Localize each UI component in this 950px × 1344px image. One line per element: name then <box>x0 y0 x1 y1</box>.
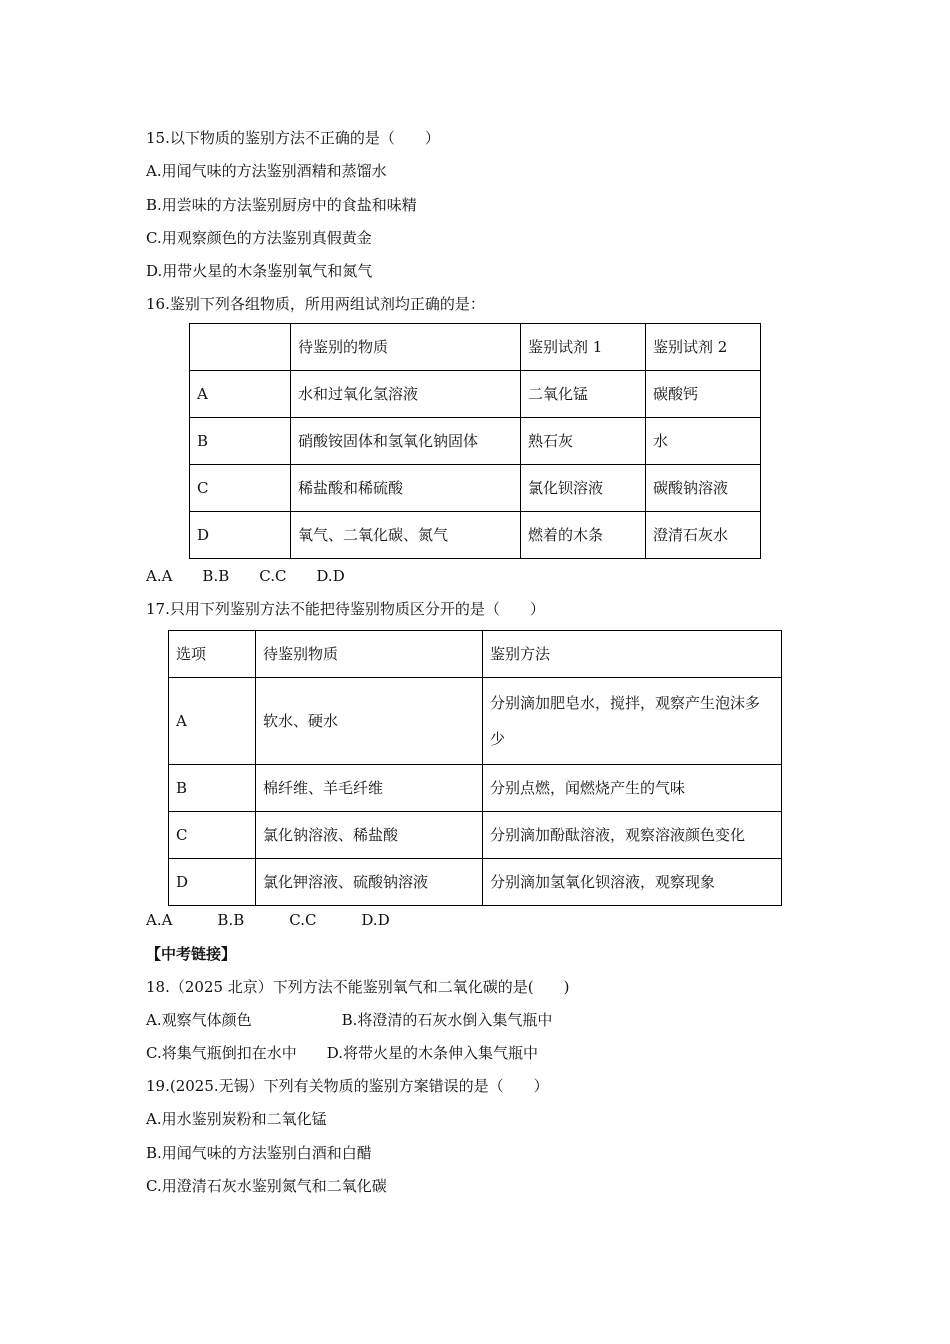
table-cell: 分别点燃，闻燃烧产生的气味 <box>483 765 782 812</box>
q17-table <box>168 630 782 906</box>
table-row <box>190 465 761 512</box>
table-row <box>190 512 761 559</box>
table-cell: 硝酸铵固体和氢氧化钠固体 <box>291 418 521 465</box>
table-cell: D <box>169 859 256 906</box>
section-heading: 【中考链接】 <box>146 945 237 963</box>
table-cell: B <box>169 765 256 812</box>
table-cell: 碳酸钙 <box>646 371 761 418</box>
table-cell: D <box>190 512 291 559</box>
q19-option-c: C.用澄清石灰水鉴别氮气和二氧化碳 <box>146 1177 387 1195</box>
q15-option-b: B.用尝味的方法鉴别厨房中的食盐和味精 <box>146 196 417 214</box>
table-header-cell <box>190 324 291 371</box>
table-header-cell: 待鉴别的物质 <box>291 324 521 371</box>
q15-option-d: D.用带火星的木条鉴别氧气和氮气 <box>146 262 373 280</box>
table-cell: A <box>190 371 291 418</box>
table-header-row <box>169 631 782 678</box>
q16-answer-options: A.A B.B C.C D.D <box>146 567 345 585</box>
table-row <box>190 418 761 465</box>
table-cell: 稀盐酸和稀硫酸 <box>291 465 521 512</box>
table-header-cell: 选项 <box>169 631 256 678</box>
table-cell: 分别滴加氢氧化钡溶液，观察现象 <box>483 859 782 906</box>
table-cell: 氧气、二氧化碳、氮气 <box>291 512 521 559</box>
table-cell: C <box>190 465 291 512</box>
q18-options-line-2: C.将集气瓶倒扣在水中 D.将带火星的木条伸入集气瓶中 <box>146 1044 538 1062</box>
table-cell: A <box>169 678 256 765</box>
table-header-cell: 鉴别试剂 2 <box>646 324 761 371</box>
q16-stem: 16.鉴别下列各组物质，所用两组试剂均正确的是： <box>146 295 485 313</box>
table-header-row <box>190 324 761 371</box>
table-cell: 熟石灰 <box>521 418 646 465</box>
table-cell: 软水、硬水 <box>256 678 483 765</box>
q19-option-b: B.用闻气味的方法鉴别白酒和白醋 <box>146 1144 372 1162</box>
table-row <box>169 678 782 765</box>
table-cell: C <box>169 812 256 859</box>
q15-option-a: A.用闻气味的方法鉴别酒精和蒸馏水 <box>146 162 387 180</box>
table-cell: 水和过氧化氢溶液 <box>291 371 521 418</box>
q19-stem: 19.(2025.无锡）下列有关物质的鉴别方案错误的是（ ） <box>146 1077 549 1095</box>
table-header-cell: 鉴别试剂 1 <box>521 324 646 371</box>
table-cell: 燃着的木条 <box>521 512 646 559</box>
table-cell: 水 <box>646 418 761 465</box>
table-cell: 分别滴加肥皂水，搅拌，观察产生泡沫多少 <box>483 678 782 765</box>
table-header-cell: 待鉴别物质 <box>256 631 483 678</box>
table-header-cell: 鉴别方法 <box>483 631 782 678</box>
table-cell: 氯化钡溶液 <box>521 465 646 512</box>
table-row <box>169 812 782 859</box>
q18-stem: 18.（2025 北京）下列方法不能鉴别氧气和二氧化碳的是( ) <box>146 978 570 996</box>
q15-option-c: C.用观察颜色的方法鉴别真假黄金 <box>146 229 372 247</box>
table-cell: B <box>190 418 291 465</box>
table-row <box>190 371 761 418</box>
q15-stem: 15.以下物质的鉴别方法不正确的是（ ） <box>146 129 440 147</box>
q19-option-a: A.用水鉴别炭粉和二氧化锰 <box>146 1110 327 1128</box>
table-cell: 碳酸钠溶液 <box>646 465 761 512</box>
table-cell: 澄清石灰水 <box>646 512 761 559</box>
table-cell: 氯化钾溶液、硫酸钠溶液 <box>256 859 483 906</box>
table-cell: 棉纤维、羊毛纤维 <box>256 765 483 812</box>
q16-table <box>189 323 761 559</box>
q17-answer-options: A.A B.B C.C D.D <box>146 911 390 929</box>
table-cell: 氯化钠溶液、稀盐酸 <box>256 812 483 859</box>
q18-options-line-1: A.观察气体颜色 B.将澄清的石灰水倒入集气瓶中 <box>146 1011 553 1029</box>
table-row <box>169 859 782 906</box>
table-row <box>169 765 782 812</box>
table-cell: 二氧化锰 <box>521 371 646 418</box>
q17-stem: 17.只用下列鉴别方法不能把待鉴别物质区分开的是（ ） <box>146 600 545 618</box>
table-cell: 分别滴加酚酞溶液，观察溶液颜色变化 <box>483 812 782 859</box>
